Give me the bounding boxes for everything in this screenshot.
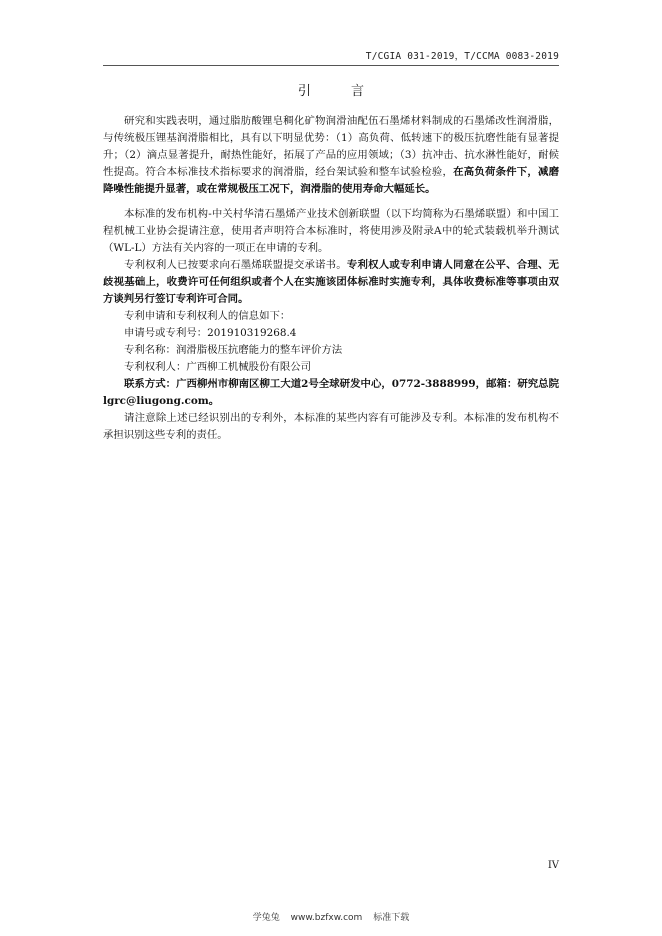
footer-watermark <box>0 910 662 923</box>
paragraph-patent-commitment-bold: 专利权人或专利申请人同意在公平、合理、无歧视基础上，收费许可任何组织或者个人在实施该团体标准时实施专利，具体收费标准等事项由双方谈判另行签订专利许可合同。 <box>103 259 559 305</box>
document-body <box>103 113 559 444</box>
paragraph-patent-notice: 本标准的发布机构-中关村华清石墨烯产业技术创新联盟（以下均简称为石墨烯联盟）和中国工程机械工业协会提请注意，使用者声明符合本标准时，将使用涉及附录A中的轮式装载机举升测试（WL-L）方法有关内容的一项正在申请的专利。 <box>103 208 559 254</box>
paragraph-patent-commitment-text: 专利权利人已按要求向石墨烯联盟提交承诺书。 <box>124 259 347 271</box>
paragraph-advantages <box>103 113 559 198</box>
footer-tagline: 标准下载 <box>373 913 410 923</box>
paragraph-advantages-bold: 在高负荷条件下，减磨降噪性能提升显著，或在常规极压工况下，润滑脂的使用寿命大幅延长。 <box>103 166 560 195</box>
paragraph-disclaimer: 请注意除上述已经识别出的专利外，本标准的某些内容有可能涉及专利。本标准的发布机构不承担识别这些专利的责任。 <box>103 412 559 441</box>
paragraph-patent-number: 申请号或专利号：201910319268.4 <box>124 327 297 339</box>
page-title: 引 言 <box>297 84 383 99</box>
paragraph-contact: 联系方式：广西柳州市柳南区柳工大道2号全球研发中心，0772-3888999，邮箱：研究总院 lgrc@liugong.com。 <box>103 378 559 407</box>
page-number: IV <box>547 860 559 871</box>
header-divider <box>103 65 559 66</box>
paragraph-patent-name: 专利名称：润滑脂极压抗磨能力的整车评价方法 <box>124 344 343 356</box>
paragraph-patent-commitment <box>103 257 559 308</box>
footer-site-url[interactable]: www.bzfxw.com <box>290 913 363 923</box>
footer-site-name: 学兔兔 <box>252 913 280 923</box>
paragraph-patent-info-intro: 专利申请和专利权利人的信息如下： <box>124 310 291 322</box>
standard-code: T/CGIA 031-2019，T/CCMA 0083-2019 <box>365 51 559 62</box>
paragraph-patent-holder: 专利权利人：广西柳工机械股份有限公司 <box>124 361 312 373</box>
paragraph-advantages-text: 研究和实践表明，通过脂肪酸锂皂稠化矿物润滑油配伍石墨烯材料制成的石墨烯改性润滑脂，与传统极压锂基润滑脂相比，具有以下明显优势：（1）高负荷、低转速下的极压抗磨性能有显著提升；（2）滴点显著提升，耐热性能好，拓展了产品的应用领域；（3）抗冲击、抗水淋性能好，耐候性提高。符合本标准技术指标要求的润滑脂，经台架试验和整车试验检验， <box>103 115 559 178</box>
